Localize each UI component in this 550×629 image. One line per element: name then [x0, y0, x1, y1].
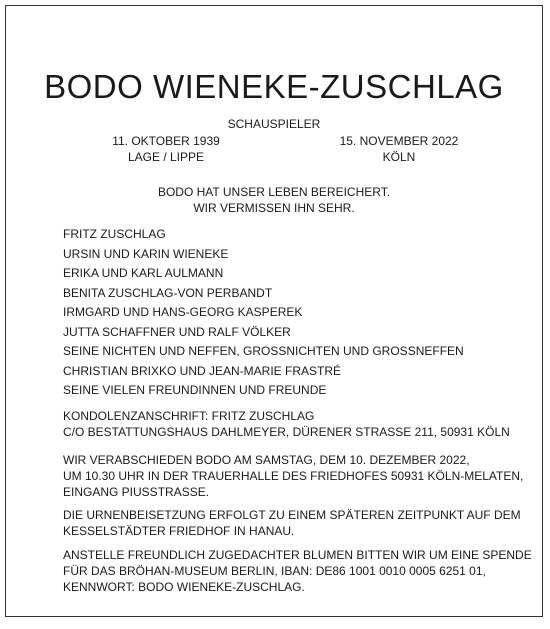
death-info [299, 133, 499, 165]
mourners-list [63, 225, 464, 401]
motto [6, 184, 542, 216]
mourner: BENITA ZUSCHLAG-VON PERBANDT [63, 285, 273, 300]
donation-line: ANSTELLE FREUNDLICH ZUGEDACHTER BLUMEN BITTEN WIR UM EINE SPENDE [63, 548, 532, 562]
address-line: C/O BESTATTUNGSHAUS DAHLMEYER, DÜRENER STRASSE 211, 50931 KÖLN [63, 425, 510, 439]
mourner: SEINE NICHTEN UND NEFFEN, GROSSNICHTEN UND GROSSNEFFEN [63, 344, 464, 358]
birth-place: LAGE / LIPPE [127, 150, 205, 164]
life-dates [6, 133, 542, 165]
farewell-info [63, 452, 524, 500]
farewell-line: EINGANG PIUSSTRASSE. [63, 485, 210, 499]
address-line: KONDOLENZANSCHRIFT: FRITZ ZUSCHLAG [63, 409, 315, 423]
mourner: IRMGARD UND HANS-GEORG KASPEREK [63, 305, 303, 319]
donation-line: FÜR DAS BRÖHAN-MUSEUM BERLIN, IBAN: DE86 1001 0010 0005 6251 01, [63, 564, 486, 578]
donation-line: KENNWORT: BODO WIENEKE-ZUSCHLAG. [63, 580, 305, 594]
farewell-line: WIR VERABSCHIEDEN BODO AM SAMSTAG, DEM 10. DEZEMBER 2022, [63, 453, 470, 467]
urn-burial-info [63, 507, 521, 539]
mourner: FRITZ ZUSCHLAG [63, 227, 166, 241]
mourner: SEINE VIELEN FREUNDINNEN UND FREUNDE [63, 383, 327, 397]
deceased-name: BODO WIENEKE-ZUSCHLAG [44, 68, 504, 105]
profession: SCHAUSPIELER [227, 117, 321, 131]
urn-line: KESSELSTÄDTER FRIEDHOF IN HANAU. [63, 524, 295, 538]
condolence-address [63, 408, 510, 440]
mourner: JUTTA SCHAFFNER UND RALF VÖLKER [63, 324, 291, 339]
motto-line: WIR VERMISSEN IHN SEHR. [193, 201, 355, 215]
mourner: URSIN UND KARIN WIENEKE [63, 246, 229, 261]
mourner: CHRISTIAN BRIXKO UND JEAN-MARIE FRASTRÉ [63, 363, 342, 378]
donation-info [63, 547, 532, 595]
birth-date: 11. OKTOBER 1939 [112, 134, 220, 148]
motto-line: BODO HAT UNSER LEBEN BEREICHERT. [157, 185, 391, 199]
death-date: 15. NOVEMBER 2022 [339, 134, 459, 148]
birth-info [66, 133, 266, 165]
mourner: ERIKA UND KARL AULMANN [63, 266, 224, 280]
death-place: KÖLN [382, 150, 416, 164]
farewell-line: UM 10.30 UHR IN DER TRAUERHALLE DES FRIEDHOFES 50931 KÖLN-MELATEN, [63, 469, 524, 483]
obituary-notice [5, 5, 543, 617]
urn-line: DIE URNENBEISETZUNG ERFOLGT ZU EINEM SPÄTEREN ZEITPUNKT AUF DEM [63, 508, 521, 522]
